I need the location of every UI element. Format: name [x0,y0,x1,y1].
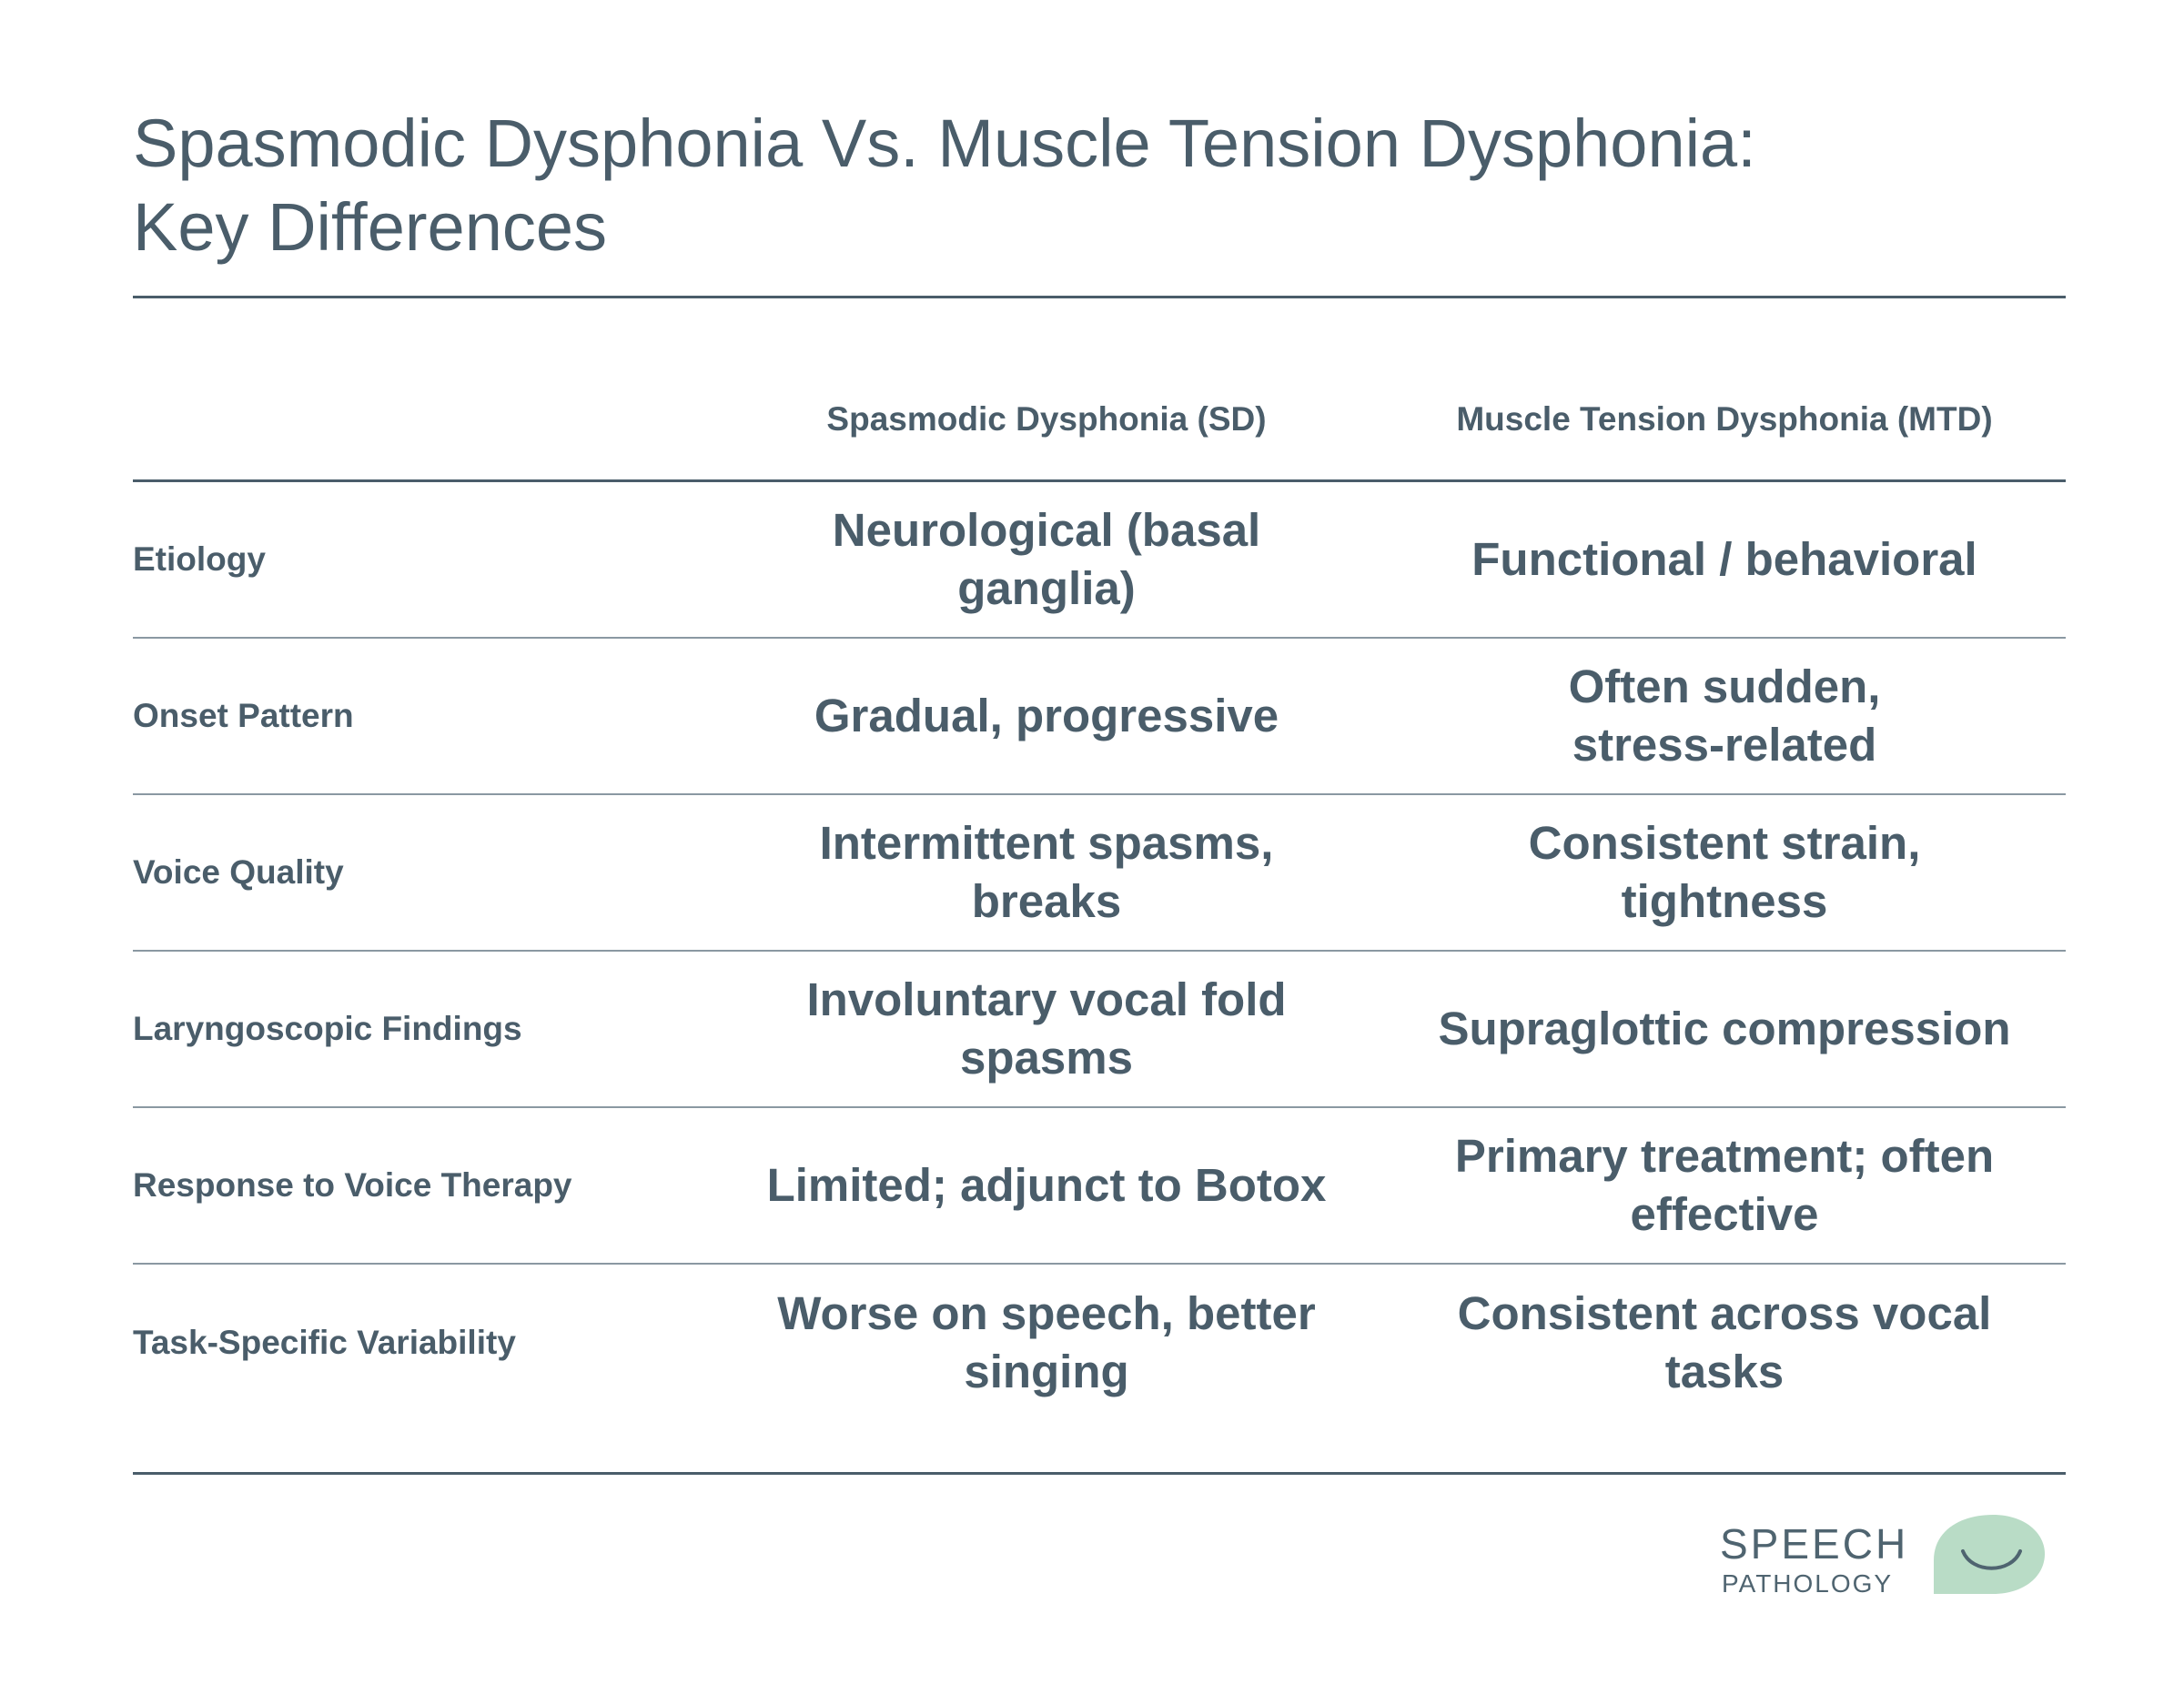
column-header-sd: Spasmodic Dysphonia (SD) [826,400,1267,438]
mtd-cell: Consistent across vocal tasks [1457,1287,1992,1397]
speech-pathology-logo [1720,1510,2057,1601]
logo-text-pathology: PATHOLOGY [1722,1569,1894,1598]
mtd-cell: Primary treatment; often effective [1454,1130,1995,1240]
table-row [133,1265,2066,1421]
row-label: Laryngoscopic Findings [133,1010,522,1047]
table-row [133,1108,2066,1265]
sd-cell: Neurological (basal ganglia) [832,504,1261,614]
title-divider [133,296,2066,298]
table-row [133,482,2066,639]
sd-cell: Worse on speech, better singing [777,1287,1316,1397]
row-label: Etiology [133,540,266,578]
row-label: Task-Specific Variability [133,1324,516,1361]
title-line-2: Key Differences [133,189,607,265]
mtd-cell: Often sudden, stress-related [1568,660,1881,771]
sd-cell: Gradual, progressive [814,690,1279,741]
column-header-mtd: Muscle Tension Dysphonia (MTD) [1456,400,1993,438]
page-title [133,102,2044,269]
row-label: Voice Quality [133,853,344,891]
row-label: Response to Voice Therapy [133,1166,572,1204]
mtd-cell: Supraglottic compression [1438,1003,2011,1054]
table-row [133,952,2066,1108]
speech-bubble-smile-icon [1925,1510,2052,1601]
row-label: Onset Pattern [133,697,354,734]
comparison-table [133,482,2066,1421]
table-bottom-divider [133,1472,2066,1475]
mtd-cell: Consistent strain, tightness [1528,817,1921,927]
sd-cell: Involuntary vocal fold spasms [806,973,1287,1084]
mtd-cell: Functional / behavioral [1471,533,1977,585]
table-row [133,639,2066,795]
logo-text-speech: SPEECH [1720,1520,1909,1568]
sd-cell: Intermittent spasms, breaks [819,817,1274,927]
table-row [133,795,2066,952]
title-line-1: Spasmodic Dysphonia Vs. Muscle Tension Dysphonia: [133,106,1756,181]
sd-cell: Limited; adjunct to Botox [766,1159,1327,1211]
